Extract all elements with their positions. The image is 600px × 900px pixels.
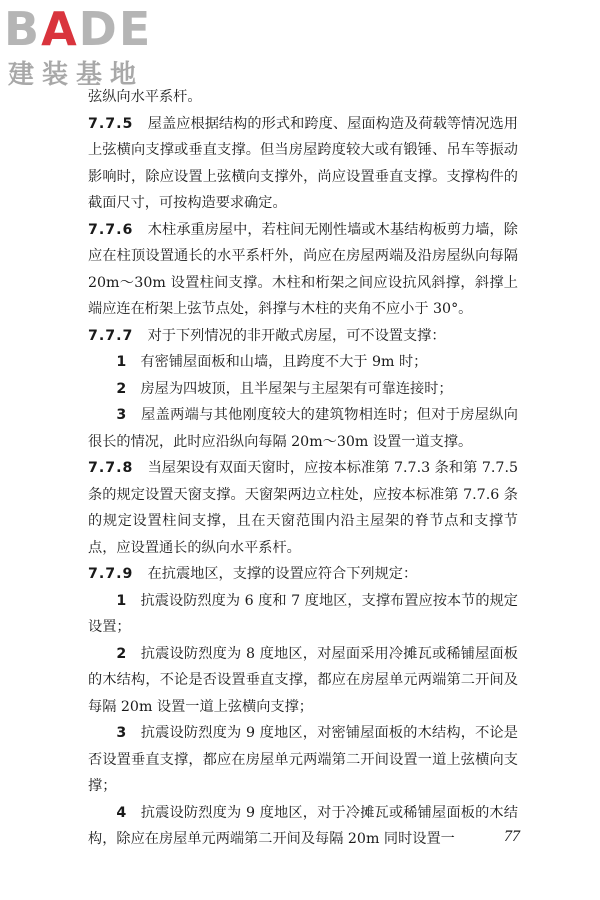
paragraph-text: 有密铺屋面板和山墙，且跨度不大于 9m 时；: [140, 354, 428, 370]
list-item: [88, 349, 518, 376]
item-number: 3: [116, 407, 127, 423]
paragraph-text: 抗震设防烈度为 6 度和 7 度地区，支撑布置应按本节的规定设置；: [88, 592, 518, 635]
clause-number: 7.7.6: [88, 221, 134, 238]
clause-number: 7.7.7: [88, 327, 134, 344]
paragraph-text: 当屋架设有双面天窗时，应按本标准第 7.7.3 条和第 7.7.5 条的规定设置天窗支撑。天窗架两边立柱处，应按本标准第 7.7.6 条的规定设置柱间支撑，且在天窗范围内沿主屋架的脊节点和支撑节点，应设置通长的纵向水平系杆。: [88, 460, 518, 556]
item-number: 4: [116, 804, 127, 821]
clause-paragraph: [88, 561, 518, 588]
logo-letter-b: B: [4, 2, 42, 56]
item-number: 2: [116, 645, 127, 662]
clause-paragraph: [88, 111, 518, 217]
item-number: 1: [116, 354, 127, 370]
logo-letters-de: DE: [78, 2, 153, 56]
paragraph-text: 木柱承重房屋中，若柱间无刚性墙或木基结构板剪力墙，除应在柱顶设置通长的水平系杆外，尚应在房屋两端及沿房屋纵向每隔 20m～30m 设置柱间支撑。木柱和桁架之间应设抗风斜撑，斜撑上端应连在桁架上弦节点处，斜撑与木柱的夹角不应小于 30°。: [88, 221, 518, 317]
page-number: 77: [504, 828, 520, 845]
item-number: 2: [116, 380, 127, 397]
list-item: [88, 376, 518, 403]
paragraph-text: 抗震设防烈度为 8 度地区，对屋面采用冷摊瓦或稀铺屋面板的木结构，不论是否设置垂直支撑，都应在房屋单元两端第二开间及每隔 20m 设置一道上弦横向支撑；: [88, 645, 518, 715]
paragraph-text: 抗震设防烈度为 9 度地区，对于冷摊瓦或稀铺屋面板的木结构，除应在房屋单元两端第二开间及每隔 20m 同时设置一: [88, 804, 518, 847]
logo-subtitle: 建装基地: [8, 60, 145, 90]
item-number: 1: [116, 592, 127, 609]
logo-wordmark: [4, 4, 152, 54]
list-item: [88, 800, 518, 853]
paragraph-text: 在抗震地区，支撑的设置应符合下列规定：: [147, 566, 418, 582]
paragraph-text: 屋盖应根据结构的形式和跨度、屋面构造及荷载等情况选用上弦横向支撑或垂直支撑。但当房屋跨度较大或有锻锤、吊车等振动影响时，除应设置上弦横向支撑外，尚应设置垂直支撑。支撑构件的截面尺寸，可按构造要求确定。: [88, 115, 518, 211]
clause-paragraph: [88, 84, 518, 111]
paragraph-text: 屋盖两端与其他刚度较大的建筑物相连时；但对于房屋纵向很长的情况，此时应沿纵向每隔 20m～30m 设置一道支撑。: [88, 407, 518, 450]
list-item: [88, 588, 518, 641]
logo-letter-a: A: [41, 2, 79, 56]
paragraph-text: 房屋为四坡顶，且半屋架与主屋架有可靠连接时；: [140, 380, 453, 397]
clause-number: 7.7.5: [88, 115, 134, 132]
brand-logo: [4, 4, 184, 94]
clause-paragraph: [88, 217, 518, 323]
list-item: [88, 641, 518, 721]
clause-number: 7.7.9: [88, 566, 134, 582]
paragraph-text: 弦纵向水平系杆。: [88, 89, 202, 105]
clause-number: 7.7.8: [88, 460, 134, 476]
document-body: [88, 84, 518, 853]
paragraph-text: 抗震设防烈度为 9 度地区，对密铺屋面板的木结构，不论是否设置垂直支撑，都应在房屋单元两端第二开间设置一道上弦横向支撑；: [88, 725, 518, 794]
list-item: [88, 720, 518, 800]
paragraph-text: 对于下列情况的非开敞式房屋，可不设置支撑：: [147, 327, 446, 344]
item-number: 3: [116, 725, 127, 741]
clause-paragraph: [88, 323, 518, 350]
clause-paragraph: [88, 455, 518, 561]
list-item: [88, 402, 518, 455]
